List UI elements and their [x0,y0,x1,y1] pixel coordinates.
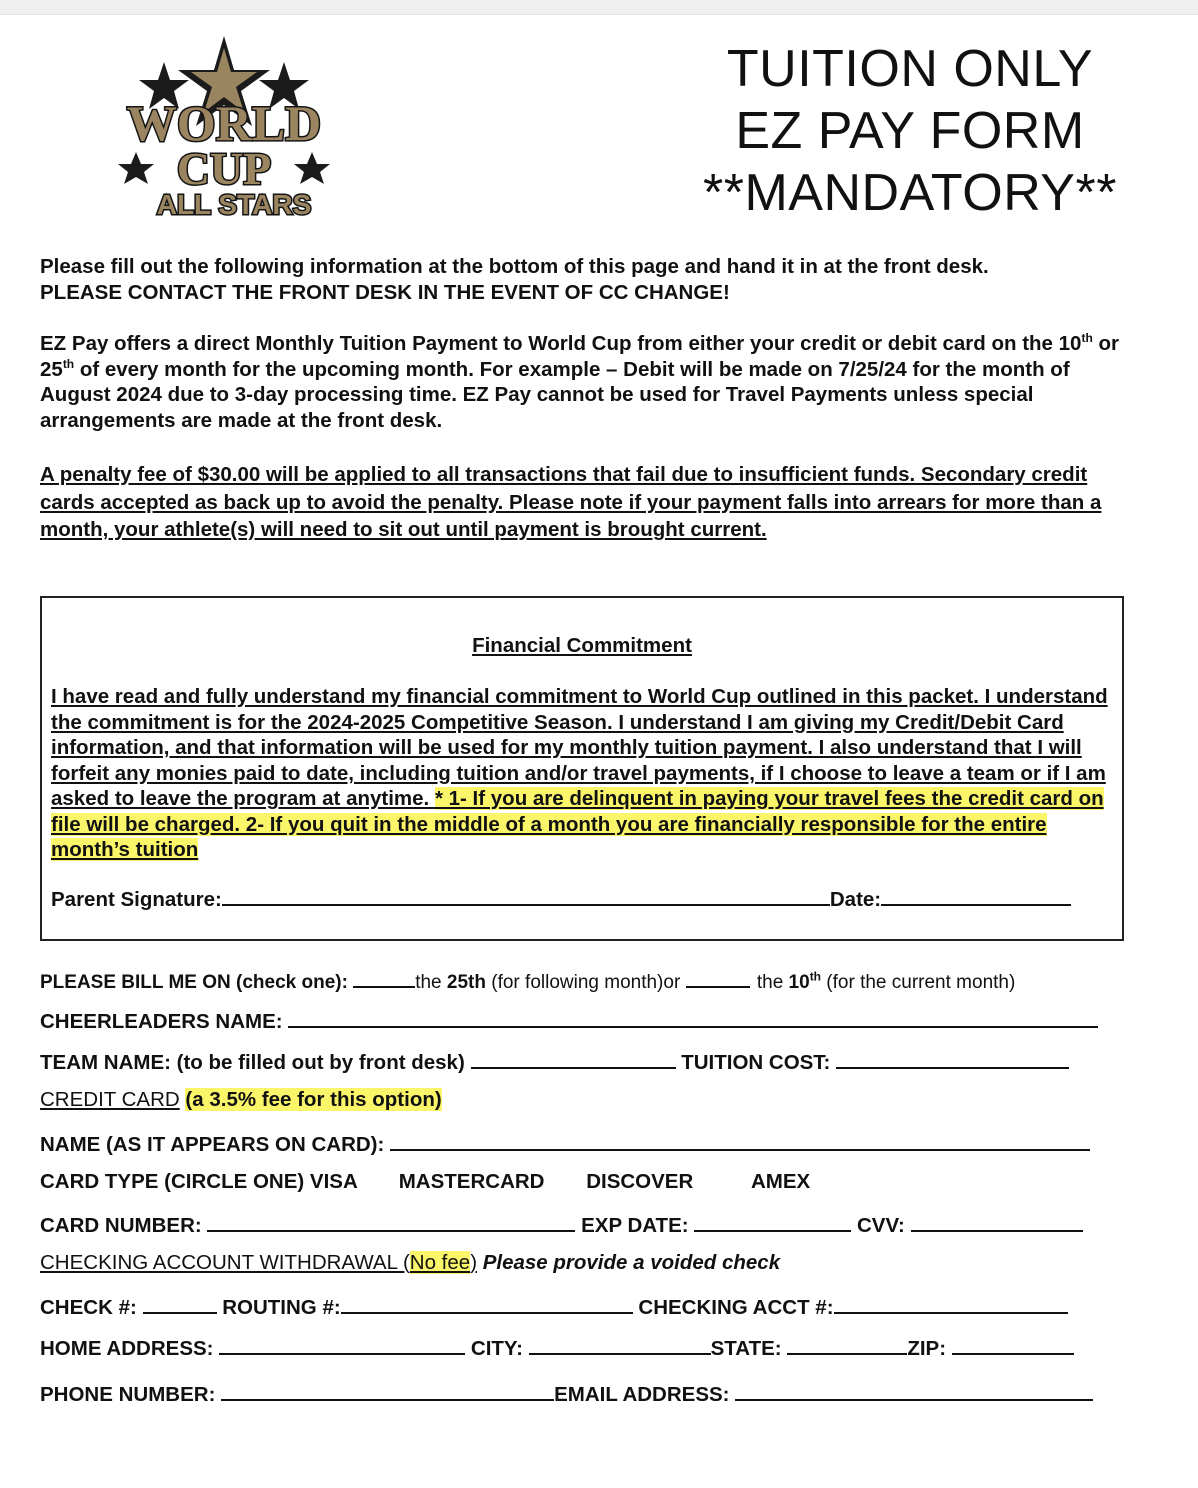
parent-signature-field[interactable] [222,884,830,906]
financial-commitment-text [51,684,1116,863]
card-number-row [40,1210,1083,1238]
financial-commitment-title: Financial Commitment [472,634,692,657]
checking-close: ) [470,1251,478,1274]
date-label: Date: [829,888,882,911]
form-title [690,38,1130,224]
world-cup-all-stars-logo [112,34,337,219]
team-name-label: TEAM NAME: (to be filled out by front desk) [40,1051,465,1074]
credit-card-header-row [40,1088,442,1112]
card-type-amex[interactable]: AMEX [750,1170,811,1193]
card-number-field[interactable] [207,1210,575,1232]
card-type-row [40,1170,810,1194]
intro-line-2: PLEASE CONTACT THE FRONT DESK IN THE EVENT OF CC CHANGE! [40,280,730,304]
email-field[interactable] [735,1379,1093,1401]
team-name-row [40,1047,1069,1075]
checking-acct-field[interactable] [834,1292,1068,1314]
bill-10th-field[interactable] [686,966,750,988]
city-label: CITY: [470,1337,523,1360]
parent-signature-label: Parent Signature: [51,888,222,911]
checking-acct-label: CHECKING ACCT #: [638,1296,834,1319]
intro-paragraph [40,254,1125,305]
ezpay-text-3: of every month for the upcoming month. For example – Debit will be made on 7/25/24 for the month of August 2024 due to 3-day processing time. EZ Pay cannot be used for Travel Payments unless special arrangements are made at the front desk. [40,357,1070,432]
title-line-1: TUITION ONLY [726,40,1094,98]
city-field[interactable] [529,1333,711,1355]
phone-label: PHONE NUMBER: [40,1383,216,1406]
commitment-body: I have read and fully understand my financial commitment to World Cup outlined in this packet. I understand the commitment is for the 2024-2025 Competitive Season. I understand I am giving my Credit/Debit Card information, and that information will be used for my monthly tuition payment. I also understand that I will forfeit any monies paid to date, including tuition and/or travel payments, if I choose to leave a team or if I am asked to leave the program at anytime. [51,685,1108,810]
home-address-label: HOME ADDRESS: [40,1337,214,1360]
commitment-highlight: * 1- If you are delinquent in paying your travel fees the credit card on file will be charged. 2- If you quit in the middle of a month you are financially responsible for the entire month’s tuition [51,787,1104,861]
billing-label: PLEASE BILL ME ON (check one): [40,972,348,993]
tuition-cost-label: TUITION COST: [681,1051,831,1074]
card-number-label: CARD NUMBER: [40,1214,202,1237]
routing-field[interactable] [341,1292,633,1314]
cheerleader-name-label: CHEERLEADERS NAME: [40,1010,283,1033]
address-row [40,1333,1074,1361]
title-line-3: **MANDATORY** [703,164,1117,222]
credit-card-heading: CREDIT CARD [40,1088,180,1111]
state-field[interactable] [787,1333,907,1355]
exp-date-field[interactable] [694,1210,851,1232]
state-label: STATE: [710,1337,782,1360]
team-name-field[interactable] [471,1047,676,1069]
check-row [40,1292,1068,1320]
cheerleader-name-field[interactable] [288,1006,1098,1028]
bill-opt1-c: (for following month)or [485,972,681,993]
contact-row [40,1379,1093,1407]
cheerleader-name-row [40,1006,1098,1034]
ezpay-text-1: EZ Pay offers a direct Monthly Tuition Payment to World Cup from either your credit or debit card on the 10 [40,332,1082,355]
bill-opt2-sup: th [809,969,822,984]
logo-text-world: WORLD [126,95,322,151]
card-type-visa[interactable]: CARD TYPE (CIRCLE ONE) VISA [40,1170,358,1193]
name-on-card-label: NAME (AS IT APPEARS ON CARD): [40,1133,385,1156]
tuition-cost-field[interactable] [836,1047,1069,1069]
viewer-top-bar [0,0,1198,15]
email-label: EMAIL ADDRESS: [554,1383,730,1406]
no-fee-label: No fee [409,1251,471,1274]
credit-card-fee: (a 3.5% fee for this option) [185,1088,442,1111]
check-number-label: CHECK #: [40,1296,137,1319]
bill-opt2-a: the [756,972,789,993]
ezpay-text-2: or 25 [40,332,1119,381]
card-type-mastercard[interactable]: MASTERCARD [398,1170,545,1193]
bill-25th-field[interactable] [353,966,415,988]
financial-commitment-box [40,596,1124,941]
ezpay-sup-1: th [1081,331,1093,346]
phone-field[interactable] [221,1379,554,1401]
voided-check-note: Please provide a voided check [482,1251,781,1274]
signature-row [51,884,1071,912]
checking-header-row [40,1251,780,1275]
name-on-card-field[interactable] [390,1129,1090,1151]
date-field[interactable] [881,884,1071,906]
home-address-field[interactable] [219,1333,465,1355]
zip-field[interactable] [952,1333,1074,1355]
billing-row [40,966,1015,994]
bill-opt2-b: 10 [788,972,810,993]
cvv-field[interactable] [911,1210,1083,1232]
exp-date-label: EXP DATE: [581,1214,689,1237]
bill-opt1-b: 25th [446,972,486,993]
logo-text-cup: CUP [176,143,272,194]
bill-opt1-a: the [415,972,447,993]
cvv-label: CVV: [857,1214,905,1237]
logo-text-all-stars: ALL STARS [156,189,312,219]
check-number-field[interactable] [143,1292,217,1314]
card-type-discover[interactable]: DISCOVER [586,1170,694,1193]
title-line-2: EZ PAY FORM [735,102,1085,160]
routing-label: ROUTING #: [222,1296,341,1319]
checking-heading [40,1251,477,1274]
ezpay-paragraph [40,331,1125,433]
penalty-paragraph: A penalty fee of $30.00 will be applied to all transactions that fail due to insufficient funds. Secondary credit cards accepted as back up to avoid the penalty. Please note if your payment falls into arrears for more than a month, your athlete(s) will need to sit out until payment is brought current. [40,463,1102,541]
name-on-card-row [40,1129,1090,1157]
bill-opt2-c: (for the current month) [821,972,1016,993]
checking-label: CHECKING ACCOUNT WITHDRAWAL ( [40,1251,410,1274]
ezpay-sup-2: th [62,356,75,371]
intro-line-1: Please fill out the following information at the bottom of this page and hand it in at the front desk. [40,255,989,278]
zip-label: ZIP: [907,1337,947,1360]
